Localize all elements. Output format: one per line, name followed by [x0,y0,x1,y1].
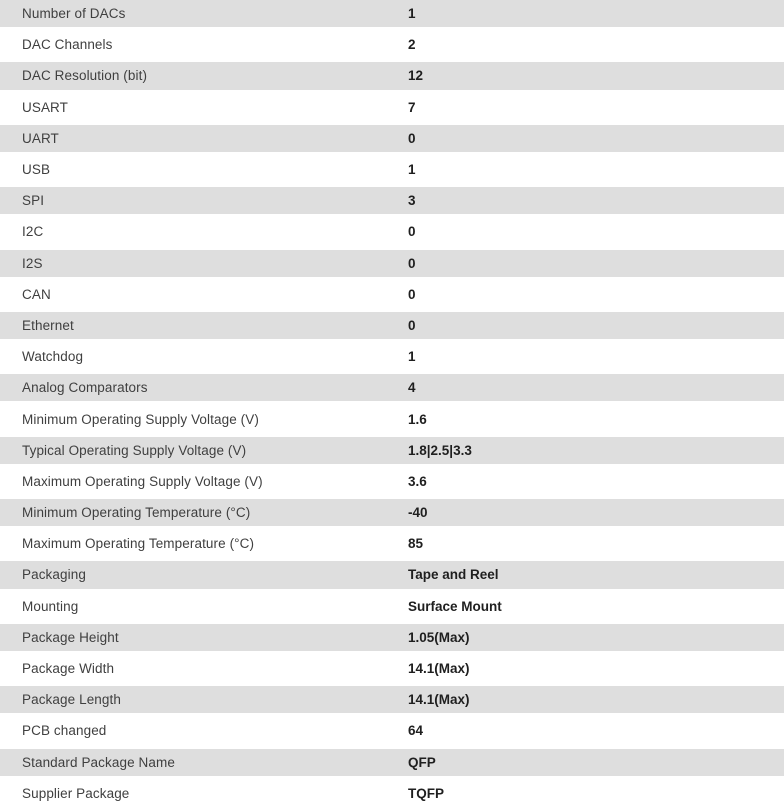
spec-label: Maximum Operating Supply Voltage (V) [22,473,263,489]
spec-value: 1 [408,349,416,365]
spec-value: 1 [408,6,416,22]
table-row [0,717,784,748]
spec-label: Package Length [22,692,121,708]
spec-label: Analog Comparators [22,380,148,396]
spec-label: Typical Operating Supply Voltage (V) [22,442,247,458]
table-row [0,655,784,686]
table-row [0,780,784,811]
spec-value: 4 [408,380,416,396]
table-row [0,499,784,530]
spec-label: Minimum Operating Supply Voltage (V) [22,411,259,427]
spec-value: 64 [408,723,424,739]
spec-value: TQFP [408,785,444,801]
spec-label: PCB changed [22,723,107,739]
spec-label: USART [22,99,69,115]
spec-value: 0 [408,255,416,271]
spec-value: 7 [408,99,416,115]
table-row [0,187,784,218]
spec-value: 14.1(Max) [408,661,470,677]
spec-label: Package Width [22,661,115,677]
table-row [0,468,784,499]
table-row [0,624,784,655]
spec-value: 14.1(Max) [408,692,470,708]
spec-value: -40 [408,505,428,521]
spec-value: Surface Mount [408,598,502,614]
spec-label: Standard Package Name [22,754,175,770]
spec-value: 0 [408,317,416,333]
spec-label: DAC Resolution (bit) [22,68,148,84]
table-row [0,561,784,592]
spec-label: I2C [22,224,44,240]
spec-label: Packaging [22,567,86,583]
spec-label: Mounting [22,598,79,614]
spec-value: 12 [408,68,424,84]
spec-label: UART [22,130,59,146]
table-row [0,405,784,436]
spec-label: Number of DACs [22,6,126,22]
spec-label: SPI [22,193,45,209]
spec-value: 3 [408,193,416,209]
spec-value: 0 [408,224,416,240]
spec-value: Tape and Reel [408,567,499,583]
table-row [0,281,784,312]
table-row [0,343,784,374]
table-row [0,31,784,62]
spec-label: Supplier Package [22,785,130,801]
spec-label: USB [22,162,51,178]
spec-value: QFP [408,754,436,770]
table-row [0,749,784,780]
table-row [0,530,784,561]
table-row [0,125,784,156]
table-row [0,218,784,249]
spec-label: Watchdog [22,349,84,365]
spec-value: 2 [408,37,416,53]
spec-value: 1.6 [408,411,427,427]
spec-value: 1 [408,162,416,178]
spec-value: 85 [408,536,424,552]
spec-label: CAN [22,286,51,302]
table-row [0,156,784,187]
table-row [0,593,784,624]
table-row [0,94,784,125]
table-row [0,312,784,343]
table-row [0,437,784,468]
spec-label: I2S [22,255,43,271]
table-row [0,0,784,31]
table-row [0,374,784,405]
spec-label: Package Height [22,629,119,645]
spec-value: 0 [408,130,416,146]
spec-value: 1.05(Max) [408,629,470,645]
spec-value: 1.8|2.5|3.3 [408,442,472,458]
spec-value: 0 [408,286,416,302]
spec-label: Ethernet [22,317,74,333]
table-row [0,250,784,281]
spec-label: DAC Channels [22,37,113,53]
spec-label: Minimum Operating Temperature (°C) [22,505,251,521]
spec-label: Maximum Operating Temperature (°C) [22,536,255,552]
table-row [0,686,784,717]
spec-value: 3.6 [408,473,427,489]
table-row [0,62,784,93]
